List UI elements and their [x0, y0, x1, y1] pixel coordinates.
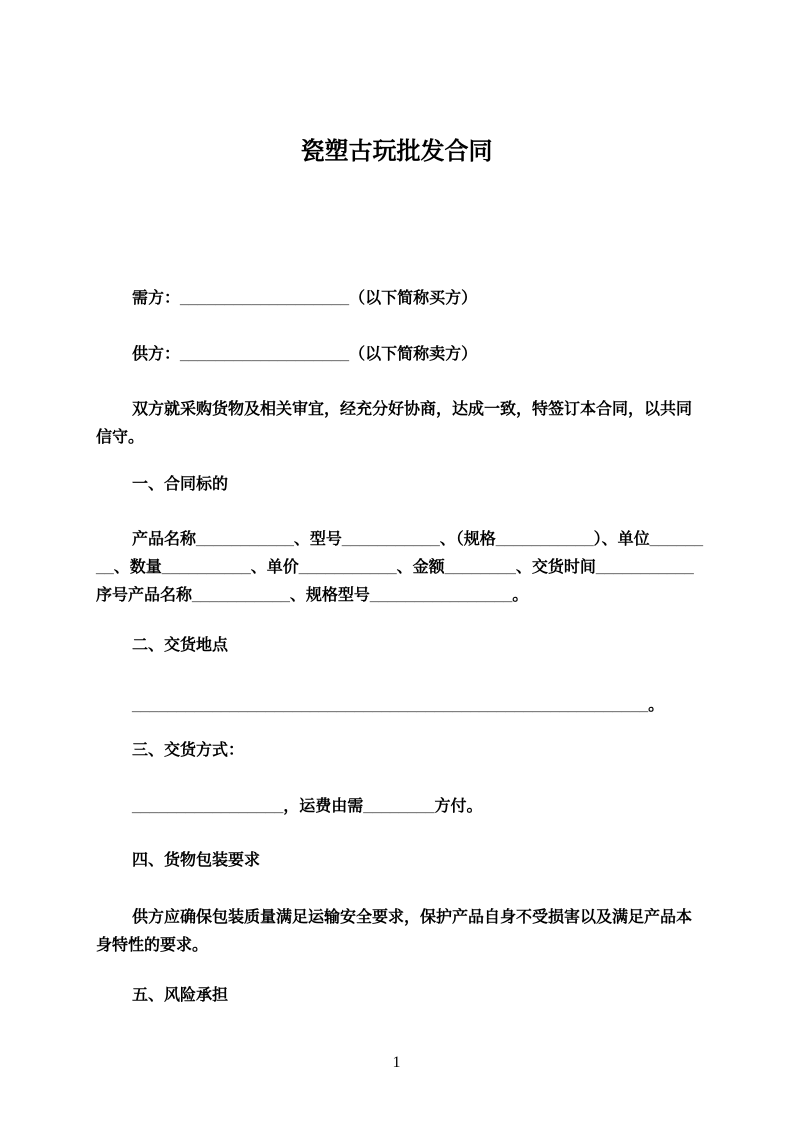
section-5-heading: 五、风险承担 [132, 987, 229, 1004]
section-1-line-3: 序号产品名称___________、规格型号________________。 [96, 587, 529, 604]
section-3-heading: 三、交货方式： [132, 742, 245, 759]
section-1-body [96, 526, 704, 610]
section-2-blank-line: __________________________________________________________。 [132, 697, 665, 714]
document-title: 瓷塑古玩批发合同 [300, 138, 493, 165]
buyer-line: 需方：___________________（以下简称买方） [132, 290, 478, 307]
section-3-line-1: _________________，运费由需________方付。 [132, 798, 483, 815]
preamble-line-2: 信守。 [96, 429, 145, 446]
seller-line: 供方：___________________（以下简称卖方） [132, 346, 478, 363]
section-1-heading: 一、合同标的 [132, 476, 229, 493]
section-1-line-1: 产品名称___________、型号___________、（规格___________）、单位______ [132, 531, 704, 548]
preamble-line-1: 双方就采购货物及相关审宜，经充分好协商，达成一致，特签订本合同，以共同 [132, 401, 693, 418]
section-4-heading: 四、货物包装要求 [132, 852, 261, 869]
section-4-line-2: 身特性的要求。 [96, 937, 209, 954]
section-4-line-1: 供方应确保包装质量满足运输安全要求，保护产品自身不受损害以及满足产品本 [132, 909, 693, 926]
document-content [96, 0, 704, 1007]
page-number: 1 [392, 1054, 401, 1071]
section-4-body [96, 904, 697, 960]
section-1-line-2: __、数量__________、单价___________、金额________、交货时间___________ [96, 559, 694, 576]
preamble-paragraph [96, 396, 697, 452]
section-2-heading: 二、交货地点 [132, 637, 229, 654]
